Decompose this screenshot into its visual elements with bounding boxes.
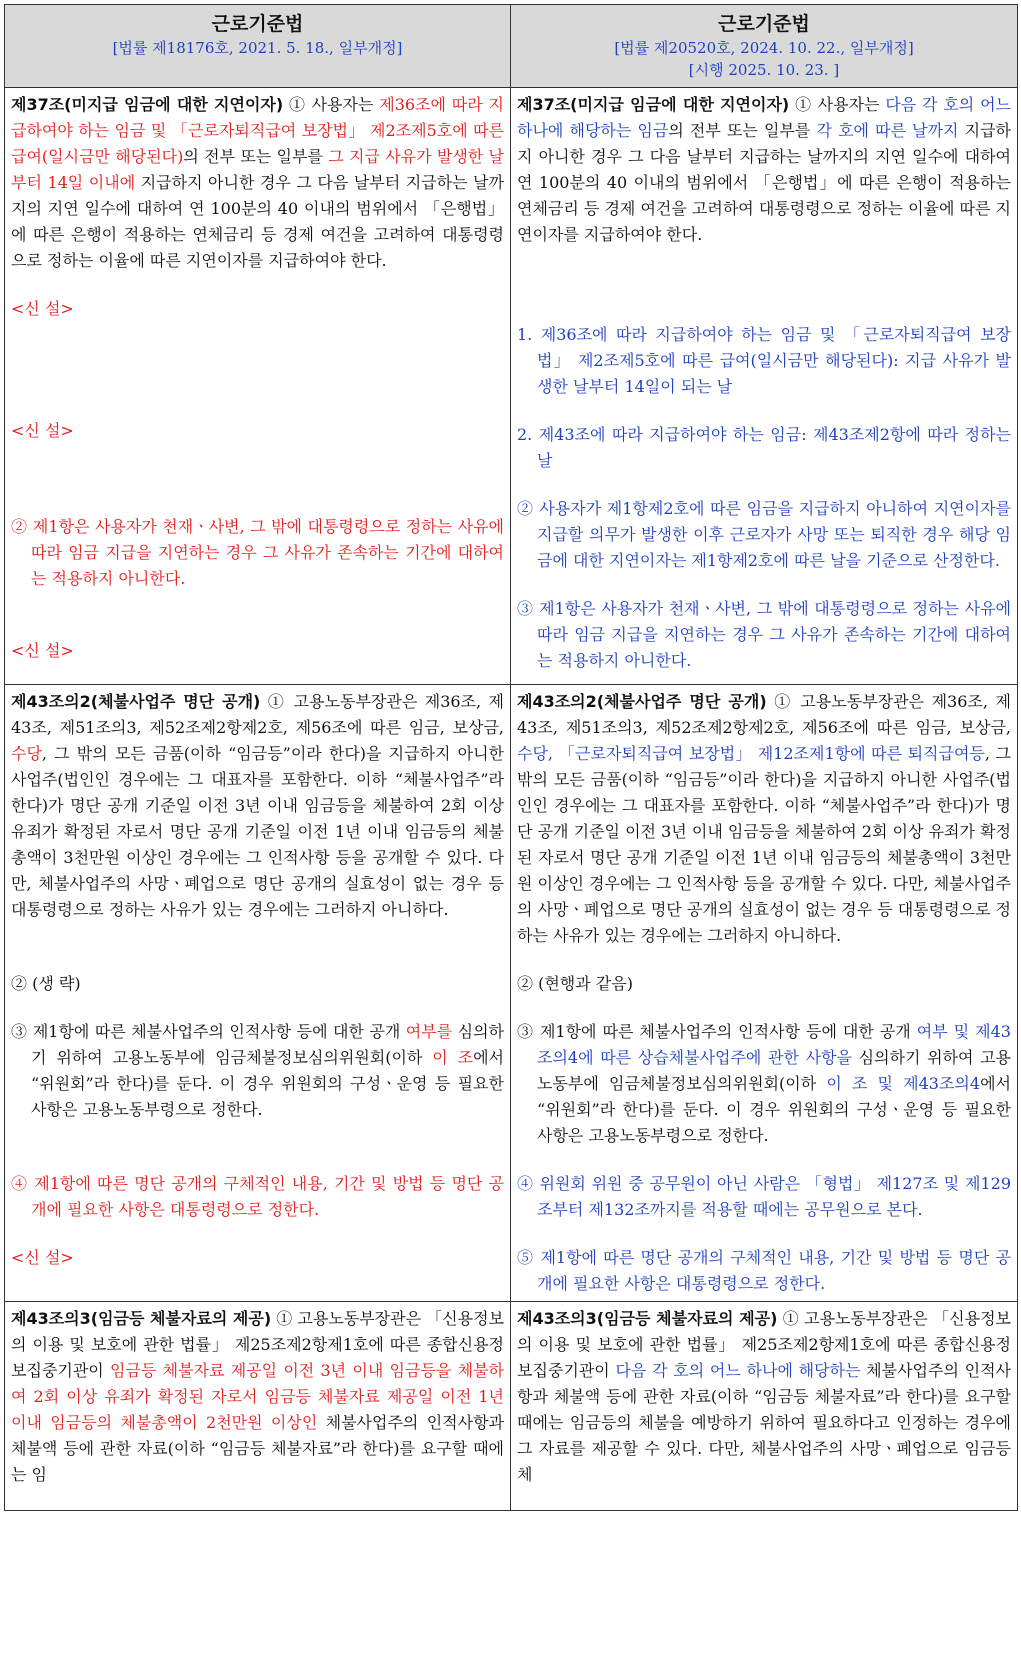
- old-article-43-3-title: 제43조의3(임금등 체불자료의 제공): [11, 1309, 272, 1328]
- text-segment: ③ 제1항에 따른 체불사업주의 인적사항 등에 대한 공개: [517, 1022, 917, 1041]
- new-article-37-item-2: 2. 제43조에 따라 지급하여야 하는 임금: 제43조제2항에 따라 정하는 날: [517, 425, 1011, 470]
- text-segment: 에서 “위원회”라 한다)를 둔다. 이 경우 위원회의 구성ㆍ운영 등 필요한 사항은 고용노동부령으로 정한다.: [537, 1074, 1011, 1145]
- text-segment: 에서 “위원회”라 한다)를 둔다. 이 경우 위원회의 구성ㆍ운영 등 필요한 사항은 고용노동부령으로 정한다.: [31, 1048, 505, 1119]
- added-text: 수당, 「근로자퇴직급여 보장법」 제12조제1항에 따른 퇴직급여등: [517, 744, 985, 763]
- article-43-2-row: [5, 685, 1018, 1302]
- article-37-row: [5, 88, 1018, 685]
- new-law-version: [법률 제20520호, 2024. 10. 22., 일부개정]: [614, 39, 914, 57]
- added-text: 여부 및 제43조의4에 따른 상습체불사업주에 관한 사항을: [537, 1022, 1011, 1067]
- law-comparison-table: [4, 4, 1018, 1511]
- old-article-43-2-para-3: [11, 1019, 504, 1123]
- new-article-43-2-para-3: [517, 1019, 1011, 1149]
- deleted-text: 이 조: [432, 1048, 474, 1067]
- old-article-37-title: 제37조(미지급 임금에 대한 지연이자): [11, 95, 284, 114]
- new-article-43-2-para-2: ② (현행과 같음): [517, 974, 633, 993]
- comparison-table-wrapper: [4, 4, 1017, 1511]
- text-segment: ③ 제1항에 따른 체불사업주의 인적사항 등에 대한 공개: [11, 1022, 406, 1041]
- new-article-37-cell: [511, 88, 1018, 685]
- new-section-marker: <신 설>: [11, 1248, 74, 1267]
- new-article-43-2-para-1: [517, 689, 1011, 949]
- deleted-text: 여부를: [405, 1022, 453, 1041]
- added-text: 다음 각 호의 어느 하나에 해당하는 임금: [517, 95, 1011, 140]
- text-segment: , 그 밖의 모든 금품(이하 “임금등”이라 한다)을 지급하지 아니한 사업주(법인인 경우에는 그 대표자를 포함한다. 이하 “체불사업주”라 한다)가 명단 공개 기준일 이전 3년 이내 임금등을 체불하여 2회 이상 유죄가 확정된 자로서 명단 공개 기준일 이전 1년 이내 임금등의 체불총액이 3천만원 이상인 경우에는 그 인적사항 등을 공개할 수 있다. 다만, 체불사업주의 사망ㆍ폐업으로 명단 공개의 실효성이 없는 경우 등 대통령령으로 정하는 사유가 있는 경우에는 그러하지 아니하다.: [11, 744, 504, 919]
- article-43-3-row: [5, 1302, 1018, 1511]
- old-law-title: 근로기준법: [211, 13, 304, 35]
- old-law-version: [법률 제18176호, 2021. 5. 18., 일부개정]: [112, 39, 403, 57]
- spacer: [11, 460, 504, 492]
- added-text: 이 조 및 제43조의4: [826, 1074, 981, 1093]
- text-segment: ① 사용자는: [283, 95, 380, 114]
- old-article-37-cell: [5, 88, 511, 685]
- text-segment: ① 고용노동부장관은 「신용정보의 이용 및 보호에 관한 법률」 제25조제2항제1호에 따른 종합신용정보집중기관이: [11, 1309, 504, 1380]
- old-article-43-3-cell: [5, 1302, 511, 1511]
- text-segment: 체불사업주의 인적사항과 체불액 등에 관한 자료(이하 “임금등 체불자료”라 한다)를 요구할 때에는 임: [11, 1413, 504, 1484]
- text-segment: 의 전부 또는 일부를: [668, 121, 817, 140]
- deleted-text: 제36조에 따라 지급하여야 하는 임금 및 「근로자퇴직급여 보장법」 제2조제5호에 따른 급여(일시금만 해당된다): [11, 95, 504, 166]
- new-article-43-2-title: 제43조의2(체불사업주 명단 공개): [517, 692, 767, 711]
- new-article-43-2-para-4: ④ 위원회 위원 중 공무원이 아닌 사람은 「형법」 제127조 및 제129조부터 제132조까지를 적용할 때에는 공무원으로 본다.: [517, 1174, 1011, 1219]
- new-article-37-para-3: ③ 제1항은 사용자가 천재ㆍ사변, 그 밖에 대통령령으로 정하는 사유에 따라 임금 지급을 지연하는 경우 그 사유가 존속하는 기간에 대하여는 적용하지 아니한다.: [517, 599, 1011, 670]
- new-law-effective-date: [시행 2025. 10. 23. ]: [688, 61, 840, 79]
- added-text: 다음 각 호의 어느 하나에 해당하는: [615, 1361, 861, 1380]
- old-article-43-3-clip: [11, 1306, 504, 1506]
- old-article-43-2-para-1: [11, 689, 504, 923]
- deleted-text: 임금등 체불자료 제공일 이전 3년 이내 임금등을 체불하여 2회 이상 유죄가 확정된 자로서 임금등 체불자료 제공일 이전 1년 이내 임금등의 체불총액이 2천만원 이상인: [11, 1361, 504, 1432]
- added-text: 각 호에 따른 날까지: [816, 121, 959, 140]
- deleted-text: 그 지급 사유가 발생한 날부터 14일 이내에: [11, 147, 505, 192]
- old-article-43-2-para-4: ④ 제1항에 따른 명단 공개의 구체적인 내용, 기간 및 방법 등 명단 공개에 필요한 사항은 대통령령으로 정한다.: [11, 1174, 504, 1219]
- text-segment: 의 전부 또는 일부를: [183, 147, 329, 166]
- spacer: [11, 592, 504, 616]
- spacer: [11, 923, 504, 949]
- text-segment: 체불사업주의 인적사항과 체불액 등에 관한 자료(이하 “임금등 체불자료”라 한다)를 요구할 때에는 임금등의 체불을 예방하기 위하여 필요하다고 인정하는 경우에 그 자료를 제공할 수 있다. 다만, 체불사업주의 사망ㆍ폐업으로 임금등 체: [517, 1361, 1011, 1484]
- new-section-marker: <신 설>: [11, 641, 74, 660]
- new-article-43-3-title: 제43조의3(임금등 체불자료의 제공): [517, 1309, 778, 1328]
- new-section-marker: <신 설>: [11, 299, 74, 318]
- old-article-43-2-title: 제43조의2(체불사업주 명단 공개): [11, 692, 261, 711]
- text-segment: 지급하지 아니한 경우 그 다음 날부터 지급하는 날까지의 지연 일수에 대하여 연 100분의 40 이내의 범위에서 「은행법」에 따른 은행이 적용하는 연체금리 등 경제 여건을 고려하여 대통령령으로 정하는 이율에 따른 지연이자를 지급하여야 한다.: [11, 173, 504, 270]
- new-law-header: [511, 5, 1018, 88]
- new-article-43-2-para-5: ⑤ 제1항에 따른 명단 공개의 구체적인 내용, 기간 및 방법 등 명단 공개에 필요한 사항은 대통령령으로 정한다.: [517, 1248, 1011, 1293]
- old-article-43-3-para-1: [11, 1306, 504, 1488]
- header-row: [5, 5, 1018, 88]
- old-article-43-2-cell: [5, 685, 511, 1302]
- new-article-43-3-cell: [511, 1302, 1018, 1511]
- text-segment: 심의하기 위하여 고용노동부에 임금체불정보심의위원회(이하: [537, 1048, 1011, 1093]
- text-segment: ① 고용노동부장관은 제36조, 제43조, 제51조의3, 제52조제2항제2호, 제56조에 따른 임금, 보상금,: [11, 692, 504, 737]
- new-article-37-para-1: [517, 92, 1011, 248]
- old-article-37-para-2: ② 제1항은 사용자가 천재ㆍ사변, 그 밖에 대통령령으로 정하는 사유에 따라 임금 지급을 지연하는 경우 그 사유가 존속하는 기간에 대하여는 적용하지 아니한다.: [11, 517, 504, 588]
- text-segment: ① 사용자는: [789, 95, 886, 114]
- spacer: [11, 338, 504, 396]
- spacer: [11, 1123, 504, 1149]
- old-article-43-2-para-2: ② (생 략): [11, 974, 81, 993]
- new-article-43-3-clip: [517, 1306, 1011, 1506]
- text-segment: 지급하지 아니한 경우 그 다음 날부터 지급하는 날까지의 지연 일수에 대하여 연 100분의 40 이내의 범위에서 「은행법」에 따른 은행이 적용하는 연체금리 등 경제 여건을 고려하여 대통령령으로 정하는 이율에 따른 지연이자를 지급하여야 한다.: [517, 121, 1012, 244]
- old-law-header: [5, 5, 511, 88]
- new-article-43-3-para-1: [517, 1306, 1011, 1488]
- new-section-marker: <신 설>: [11, 421, 74, 440]
- new-article-37-item-1: 1. 제36조에 따라 지급하여야 하는 임금 및 「근로자퇴직급여 보장법」 제2조제5호에 따른 급여(일시금만 해당된다): 지급 사유가 발생한 날부터 14일이 되는 날: [517, 325, 1011, 396]
- text-segment: 심의하기 위하여 고용노동부에 임금체불정보심의위원회(이하: [31, 1022, 504, 1067]
- new-article-37-title: 제37조(미지급 임금에 대한 지연이자): [517, 95, 790, 114]
- new-article-37-para-2: ② 사용자가 제1항제2호에 따른 임금을 지급하지 아니하여 지연이자를 지급할 의무가 발생한 이후 근로자가 사망 또는 퇴직한 경우 해당 임금에 대한 지연이자는 제1항제2호에 따른 날을 기준으로 산정한다.: [517, 499, 1011, 570]
- old-article-37-para-1: [11, 92, 504, 274]
- text-segment: , 그 밖의 모든 금품(이하 “임금등”이라 한다)을 지급하지 아니한 사업주(법인인 경우에는 그 대표자를 포함한다. 이하 “체불사업주”라 한다)가 명단 공개 기준일 이전 3년 이내 임금등을 체불하여 2회 이상 유죄가 확정된 자로서 명단 공개 기준일 이전 1년 이내 임금등의 체불총액이 3천만원 이상인 경우에는 그 인적사항 등을 공개할 수 있다. 다만, 체불사업주의 사망ㆍ폐업으로 명단 공개의 실효성이 없는 경우 등 대통령령으로 정하는 사유가 있는 경우에는 그러하지 아니하다.: [517, 744, 1011, 945]
- spacer: [517, 248, 1011, 300]
- text-segment: ① 고용노동부장관은 「신용정보의 이용 및 보호에 관한 법률」 제25조제2항제1호에 따른 종합신용정보집중기관이: [517, 1309, 1011, 1380]
- deleted-text: 수당: [11, 744, 42, 763]
- new-article-43-2-cell: [511, 685, 1018, 1302]
- text-segment: ① 고용노동부장관은 제36조, 제43조, 제51조의3, 제52조제2항제2호, 제56조에 따른 임금, 보상금,: [517, 692, 1011, 737]
- new-law-title: 근로기준법: [718, 13, 810, 35]
